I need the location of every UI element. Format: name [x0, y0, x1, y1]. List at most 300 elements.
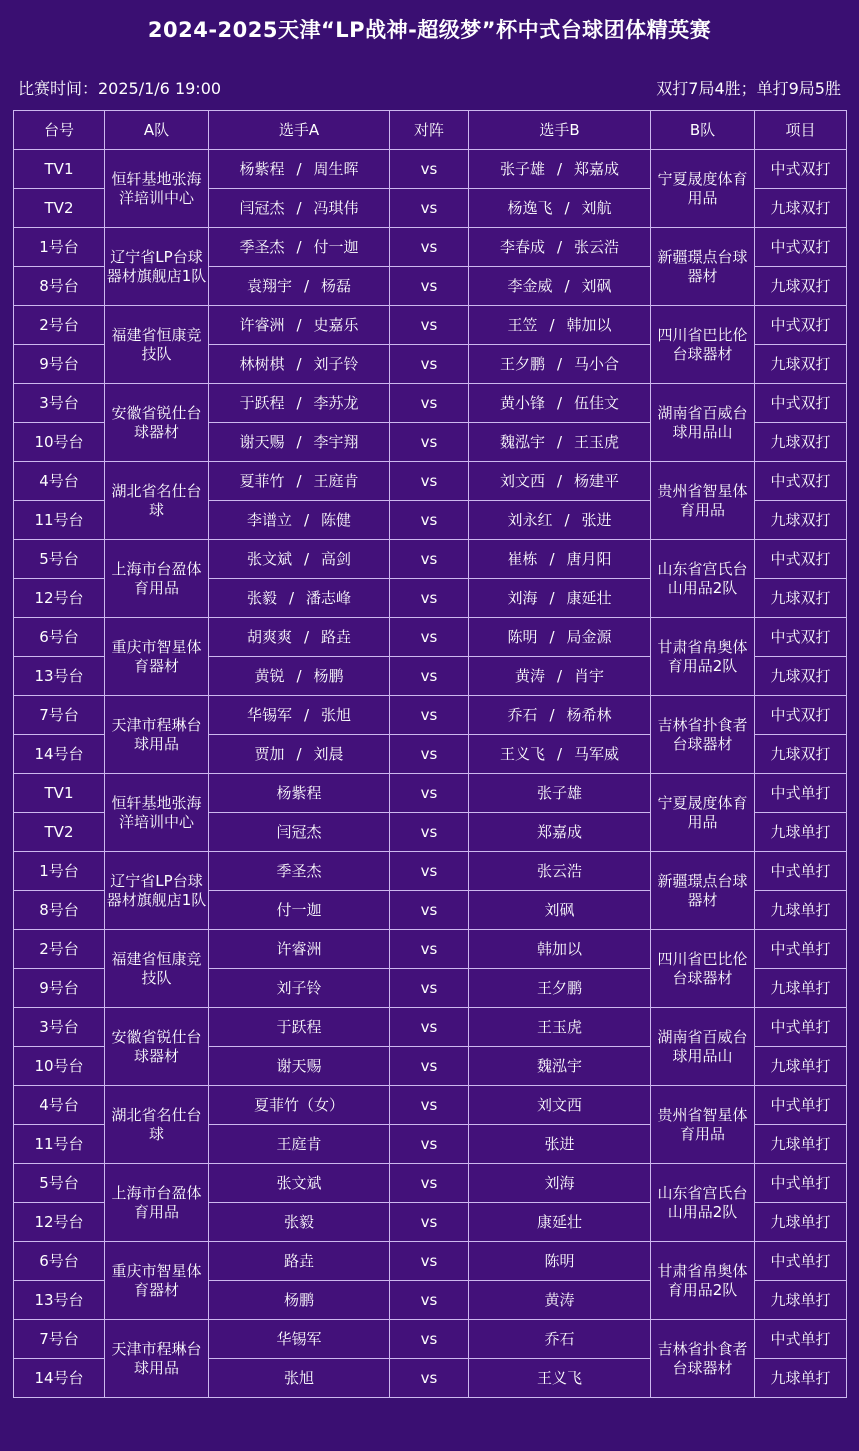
- player-a-name: 胡爽爽: [246, 627, 292, 646]
- team-b: 湖南省百威台球用品山: [651, 1008, 755, 1086]
- player-a-cell: [209, 579, 390, 618]
- event-type: 九球双打: [755, 423, 847, 462]
- player-b-name: 刘砜: [544, 900, 575, 919]
- table-number: 12号台: [14, 579, 105, 618]
- team-a: 恒轩基地张海洋培训中心: [105, 774, 209, 852]
- event-type: 九球单打: [755, 891, 847, 930]
- team-a: 安徽省锐仕台球器材: [105, 384, 209, 462]
- player-a-cell: [209, 1125, 390, 1164]
- player-a-cell: [209, 540, 390, 579]
- table-row: [14, 462, 847, 501]
- player-a-cell: [209, 657, 390, 696]
- player-a-name: 谢天赐: [276, 1056, 322, 1075]
- versus-label: vs: [390, 501, 469, 540]
- player-b-cell: [469, 1242, 651, 1281]
- player-a-partner-name: 刘晨: [313, 744, 344, 763]
- table-number: 11号台: [14, 501, 105, 540]
- team-a: 天津市程琳台球用品: [105, 696, 209, 774]
- team-b: 宁夏晟度体育用品: [651, 150, 755, 228]
- player-b-cell: [469, 501, 651, 540]
- player-b-cell: [469, 774, 651, 813]
- player-b-partner-name: 杨希林: [566, 705, 612, 724]
- versus-label: vs: [390, 852, 469, 891]
- player-a-partner-name: 杨磊: [321, 276, 352, 295]
- player-a-name: 张旭: [283, 1368, 314, 1387]
- table-row: [14, 774, 847, 813]
- team-b: 贵州省智星体育用品: [651, 462, 755, 540]
- player-b-name: 乔石: [507, 705, 538, 724]
- player-b-cell: [469, 1086, 651, 1125]
- player-a-partner-name: 周生晖: [313, 159, 359, 178]
- player-a-cell: [209, 774, 390, 813]
- player-a-cell: [209, 696, 390, 735]
- player-b-name: 刘文西: [499, 471, 545, 490]
- player-b-name: 黄涛: [514, 666, 545, 685]
- player-a-name: 季圣杰: [239, 237, 285, 256]
- player-b-partner-name: 张进: [581, 510, 612, 529]
- table-number: 7号台: [14, 1320, 105, 1359]
- table-number: 10号台: [14, 1047, 105, 1086]
- player-b-cell: [469, 189, 651, 228]
- player-a-cell: [209, 735, 390, 774]
- player-a-name: 付一迦: [276, 900, 322, 919]
- team-a: 辽宁省LP台球器材旗舰店1队: [105, 852, 209, 930]
- team-b: 吉林省扑食者台球器材: [651, 1320, 755, 1398]
- event-type: 九球单打: [755, 1359, 847, 1398]
- player-a-cell: [209, 1281, 390, 1320]
- table-number: 11号台: [14, 1125, 105, 1164]
- player-a-name: 于跃程: [239, 393, 285, 412]
- event-type: 九球单打: [755, 1125, 847, 1164]
- match-format: 双打7局4胜；单打9局5胜: [656, 79, 841, 98]
- team-a: 安徽省锐仕台球器材: [105, 1008, 209, 1086]
- team-b: 贵州省智星体育用品: [651, 1086, 755, 1164]
- player-a-name: 张文斌: [246, 549, 292, 568]
- player-a-cell: [209, 1047, 390, 1086]
- pair-separator: /: [303, 276, 310, 295]
- event-type: 九球双打: [755, 657, 847, 696]
- versus-label: vs: [390, 1086, 469, 1125]
- pair-separator: /: [549, 705, 555, 724]
- team-b: 新疆璟点台球器材: [651, 852, 755, 930]
- pair-separator: /: [549, 315, 555, 334]
- header-event: 项目: [755, 111, 847, 150]
- table-row: [14, 1164, 847, 1203]
- event-type: 中式双打: [755, 384, 847, 423]
- player-b-partner-name: 伍佳文: [574, 393, 620, 412]
- player-b-partner-name: 刘砜: [581, 276, 612, 295]
- player-a-cell: [209, 189, 390, 228]
- pair-separator: /: [296, 744, 302, 763]
- event-type: 中式双打: [755, 696, 847, 735]
- player-b-name: 韩加以: [536, 939, 582, 958]
- player-a-cell: [209, 813, 390, 852]
- player-a-cell: [209, 306, 390, 345]
- event-type: 中式单打: [755, 1242, 847, 1281]
- player-a-name: 闫冠杰: [239, 198, 285, 217]
- pair-separator: /: [303, 510, 310, 529]
- team-b: 四川省巴比伦台球器材: [651, 930, 755, 1008]
- header-row: [14, 111, 847, 150]
- player-a-partner-name: 付一迦: [313, 237, 359, 256]
- event-type: 中式单打: [755, 774, 847, 813]
- header-team-a: A队: [105, 111, 209, 150]
- player-a-name: 贾加: [254, 744, 285, 763]
- table-row: [14, 618, 847, 657]
- player-a-cell: [209, 1164, 390, 1203]
- pair-separator: /: [303, 705, 310, 724]
- table-number: 4号台: [14, 462, 105, 501]
- versus-label: vs: [390, 969, 469, 1008]
- player-b-cell: [469, 930, 651, 969]
- team-b: 山东省宫氏台山用品2队: [651, 1164, 755, 1242]
- pair-separator: /: [564, 276, 570, 295]
- team-b: 湖南省百威台球用品山: [651, 384, 755, 462]
- player-b-name: 张云浩: [536, 861, 582, 880]
- player-a-name: 许睿洲: [276, 939, 322, 958]
- player-a-cell: [209, 1359, 390, 1398]
- versus-label: vs: [390, 540, 469, 579]
- player-a-cell: [209, 345, 390, 384]
- versus-label: vs: [390, 306, 469, 345]
- player-b-cell: [469, 267, 651, 306]
- player-a-name: 张文斌: [276, 1173, 322, 1192]
- event-type: 九球双打: [755, 579, 847, 618]
- player-a-cell: [209, 969, 390, 1008]
- player-a-cell: [209, 930, 390, 969]
- player-a-name: 谢天赐: [239, 432, 285, 451]
- table-number: 13号台: [14, 657, 105, 696]
- player-b-name: 刘海: [544, 1173, 575, 1192]
- team-b: 吉林省扑食者台球器材: [651, 696, 755, 774]
- team-a: 福建省恒康竞技队: [105, 306, 209, 384]
- team-a: 辽宁省LP台球器材旗舰店1队: [105, 228, 209, 306]
- pair-separator: /: [549, 627, 555, 646]
- player-b-cell: [469, 306, 651, 345]
- schedule-table: [13, 110, 847, 1398]
- table-number: TV1: [14, 774, 105, 813]
- page-title: 2024-2025天津“LP战神-超级梦”杯中式台球团体精英赛: [147, 18, 712, 42]
- player-b-name: 魏泓宇: [536, 1056, 582, 1075]
- pair-separator: /: [564, 198, 570, 217]
- player-a-name: 华锡军: [246, 705, 292, 724]
- event-type: 中式双打: [755, 150, 847, 189]
- player-b-partner-name: 刘航: [581, 198, 612, 217]
- player-b-name: 刘海: [507, 588, 538, 607]
- team-b: 山东省宫氏台山用品2队: [651, 540, 755, 618]
- versus-label: vs: [390, 189, 469, 228]
- player-a-name: 黄锐: [254, 666, 285, 685]
- event-type: 中式单打: [755, 930, 847, 969]
- table-row: [14, 384, 847, 423]
- player-a-partner-name: 杨鹏: [313, 666, 344, 685]
- player-a-cell: [209, 618, 390, 657]
- table-number: 14号台: [14, 1359, 105, 1398]
- pair-separator: /: [303, 627, 310, 646]
- player-a-name: 杨紫程: [239, 159, 285, 178]
- table-row: [14, 1008, 847, 1047]
- event-type: 九球单打: [755, 813, 847, 852]
- match-time: 比赛时间：2025/1/6 19:00: [18, 79, 222, 98]
- event-type: 中式单打: [755, 1164, 847, 1203]
- event-type: 九球双打: [755, 735, 847, 774]
- player-b-name: 乔石: [544, 1329, 575, 1348]
- event-type: 九球双打: [755, 501, 847, 540]
- team-a: 湖北省名仕台球: [105, 462, 209, 540]
- player-b-name: 张子雄: [536, 783, 582, 802]
- event-type: 九球单打: [755, 1203, 847, 1242]
- player-a-cell: [209, 1086, 390, 1125]
- player-a-name: 许睿洲: [239, 315, 285, 334]
- player-b-cell: [469, 1164, 651, 1203]
- player-a-partner-name: 李宇翔: [313, 432, 359, 451]
- player-b-name: 王夕鹏: [499, 354, 545, 373]
- versus-label: vs: [390, 384, 469, 423]
- table-number: 6号台: [14, 618, 105, 657]
- team-a: 湖北省名仕台球: [105, 1086, 209, 1164]
- table-number: 8号台: [14, 267, 105, 306]
- versus-label: vs: [390, 579, 469, 618]
- table-number: 5号台: [14, 540, 105, 579]
- player-a-partner-name: 史嘉乐: [313, 315, 359, 334]
- event-type: 中式单打: [755, 1320, 847, 1359]
- table-number: 7号台: [14, 696, 105, 735]
- table-row: [14, 150, 847, 189]
- player-b-name: 王玉虎: [536, 1017, 582, 1036]
- event-type: 中式双打: [755, 540, 847, 579]
- player-b-cell: [469, 345, 651, 384]
- table-row: [14, 1320, 847, 1359]
- table-row: [14, 852, 847, 891]
- player-b-cell: [469, 813, 651, 852]
- player-b-partner-name: 马小合: [574, 354, 620, 373]
- player-b-name: 杨逸飞: [507, 198, 553, 217]
- player-a-name: 夏菲竹（女）: [253, 1095, 344, 1114]
- player-a-partner-name: 陈健: [321, 510, 352, 529]
- player-b-cell: [469, 1203, 651, 1242]
- player-b-cell: [469, 891, 651, 930]
- player-a-name: 张毅: [246, 588, 277, 607]
- schedule-body: [14, 150, 847, 1398]
- table-number: 14号台: [14, 735, 105, 774]
- table-row: [14, 1242, 847, 1281]
- versus-label: vs: [390, 267, 469, 306]
- player-b-name: 张进: [544, 1134, 575, 1153]
- versus-label: vs: [390, 1125, 469, 1164]
- team-a: 天津市程琳台球用品: [105, 1320, 209, 1398]
- team-a: 重庆市智星体育器材: [105, 618, 209, 696]
- versus-label: vs: [390, 1203, 469, 1242]
- player-a-cell: [209, 462, 390, 501]
- table-number: 4号台: [14, 1086, 105, 1125]
- player-a-cell: [209, 384, 390, 423]
- player-a-partner-name: 路垚: [321, 627, 352, 646]
- event-type: 中式双打: [755, 462, 847, 501]
- player-b-partner-name: 肖宇: [574, 666, 605, 685]
- event-type: 中式单打: [755, 1086, 847, 1125]
- table-number: TV2: [14, 189, 105, 228]
- player-b-partner-name: 张云浩: [574, 237, 620, 256]
- versus-label: vs: [390, 657, 469, 696]
- player-b-name: 刘永红: [507, 510, 553, 529]
- pair-separator: /: [296, 198, 302, 217]
- player-b-partner-name: 康延壮: [566, 588, 612, 607]
- table-number: 10号台: [14, 423, 105, 462]
- event-type: 九球双打: [755, 267, 847, 306]
- player-a-name: 林树棋: [239, 354, 285, 373]
- player-b-name: 崔栋: [507, 549, 538, 568]
- player-b-name: 王义飞: [499, 744, 545, 763]
- player-b-partner-name: 局金源: [566, 627, 612, 646]
- event-type: 中式单打: [755, 852, 847, 891]
- player-b-cell: [469, 618, 651, 657]
- table-row: [14, 1086, 847, 1125]
- player-b-cell: [469, 657, 651, 696]
- player-b-name: 魏泓宇: [499, 432, 545, 451]
- player-b-name: 郑嘉成: [536, 822, 582, 841]
- player-b-cell: [469, 1008, 651, 1047]
- versus-label: vs: [390, 462, 469, 501]
- table-number: TV2: [14, 813, 105, 852]
- player-b-cell: [469, 540, 651, 579]
- team-b: 新疆璟点台球器材: [651, 228, 755, 306]
- player-b-cell: [469, 423, 651, 462]
- versus-label: vs: [390, 813, 469, 852]
- player-a-cell: [209, 228, 390, 267]
- player-b-partner-name: 郑嘉成: [574, 159, 620, 178]
- event-type: 九球单打: [755, 1047, 847, 1086]
- player-a-partner-name: 刘子铃: [313, 354, 359, 373]
- table-number: 9号台: [14, 969, 105, 1008]
- table-row: [14, 696, 847, 735]
- event-type: 九球单打: [755, 1281, 847, 1320]
- player-b-cell: [469, 1320, 651, 1359]
- versus-label: vs: [390, 228, 469, 267]
- team-a: 上海市台盈体育用品: [105, 1164, 209, 1242]
- player-b-partner-name: 王玉虎: [574, 432, 620, 451]
- versus-label: vs: [390, 1242, 469, 1281]
- pair-separator: /: [556, 237, 563, 256]
- player-b-name: 黄涛: [544, 1290, 575, 1309]
- event-type: 中式双打: [755, 228, 847, 267]
- player-a-cell: [209, 1320, 390, 1359]
- player-b-name: 王夕鹏: [536, 978, 582, 997]
- header-player-b: 选手B: [469, 111, 651, 150]
- versus-label: vs: [390, 150, 469, 189]
- player-b-name: 李金威: [507, 276, 553, 295]
- pair-separator: /: [556, 744, 563, 763]
- versus-label: vs: [390, 345, 469, 384]
- table-row: [14, 930, 847, 969]
- player-b-cell: [469, 1125, 651, 1164]
- player-a-name: 杨鹏: [283, 1290, 314, 1309]
- versus-label: vs: [390, 1359, 469, 1398]
- pair-separator: /: [556, 432, 563, 451]
- event-type: 中式双打: [755, 306, 847, 345]
- pair-separator: /: [296, 159, 302, 178]
- player-a-cell: [209, 891, 390, 930]
- event-type: 中式双打: [755, 618, 847, 657]
- versus-label: vs: [390, 891, 469, 930]
- player-b-cell: [469, 696, 651, 735]
- player-a-name: 华锡军: [276, 1329, 322, 1348]
- versus-label: vs: [390, 1281, 469, 1320]
- player-b-cell: [469, 579, 651, 618]
- table-number: 13号台: [14, 1281, 105, 1320]
- pair-separator: /: [296, 666, 302, 685]
- player-b-cell: [469, 852, 651, 891]
- player-a-name: 张毅: [283, 1212, 314, 1231]
- player-a-cell: [209, 1203, 390, 1242]
- player-b-name: 康延壮: [536, 1212, 582, 1231]
- player-a-name: 路垚: [283, 1251, 314, 1270]
- header-team-b: B队: [651, 111, 755, 150]
- pair-separator: /: [549, 549, 555, 568]
- pair-separator: /: [303, 549, 310, 568]
- player-b-partner-name: 唐月阳: [566, 549, 612, 568]
- player-b-cell: [469, 150, 651, 189]
- player-a-cell: [209, 423, 390, 462]
- pair-separator: /: [556, 393, 563, 412]
- versus-label: vs: [390, 1164, 469, 1203]
- pair-separator: /: [549, 588, 555, 607]
- player-a-cell: [209, 1242, 390, 1281]
- header-table-no: 台号: [14, 111, 105, 150]
- table-number: 3号台: [14, 1008, 105, 1047]
- pair-separator: /: [556, 354, 563, 373]
- versus-label: vs: [390, 735, 469, 774]
- table-number: 6号台: [14, 1242, 105, 1281]
- table-number: TV1: [14, 150, 105, 189]
- player-b-cell: [469, 969, 651, 1008]
- player-b-cell: [469, 384, 651, 423]
- player-b-partner-name: 杨建平: [574, 471, 620, 490]
- versus-label: vs: [390, 696, 469, 735]
- header-player-a: 选手A: [209, 111, 390, 150]
- event-type: 九球双打: [755, 345, 847, 384]
- player-b-name: 陈明: [544, 1251, 575, 1270]
- versus-label: vs: [390, 1320, 469, 1359]
- player-b-name: 王笠: [507, 315, 538, 334]
- player-a-partner-name: 李苏龙: [313, 393, 359, 412]
- versus-label: vs: [390, 774, 469, 813]
- table-row: [14, 540, 847, 579]
- table-number: 9号台: [14, 345, 105, 384]
- pair-separator: /: [296, 393, 302, 412]
- player-b-name: 张子雄: [499, 159, 545, 178]
- pair-separator: /: [288, 588, 295, 607]
- player-a-partner-name: 高剑: [321, 549, 352, 568]
- player-b-cell: [469, 1281, 651, 1320]
- player-b-name: 刘文西: [536, 1095, 582, 1114]
- table-number: 8号台: [14, 891, 105, 930]
- player-a-name: 于跃程: [276, 1017, 322, 1036]
- player-b-cell: [469, 1359, 651, 1398]
- event-type: 九球单打: [755, 969, 847, 1008]
- player-a-cell: [209, 501, 390, 540]
- player-a-cell: [209, 1008, 390, 1047]
- player-a-name: 杨紫程: [276, 783, 322, 802]
- pair-separator: /: [296, 315, 302, 334]
- table-number: 5号台: [14, 1164, 105, 1203]
- table-number: 2号台: [14, 306, 105, 345]
- table-number: 2号台: [14, 930, 105, 969]
- event-type: 九球双打: [755, 189, 847, 228]
- player-a-name: 夏菲竹: [239, 471, 285, 490]
- team-a: 恒轩基地张海洋培训中心: [105, 150, 209, 228]
- versus-label: vs: [390, 1047, 469, 1086]
- pair-separator: /: [556, 471, 563, 490]
